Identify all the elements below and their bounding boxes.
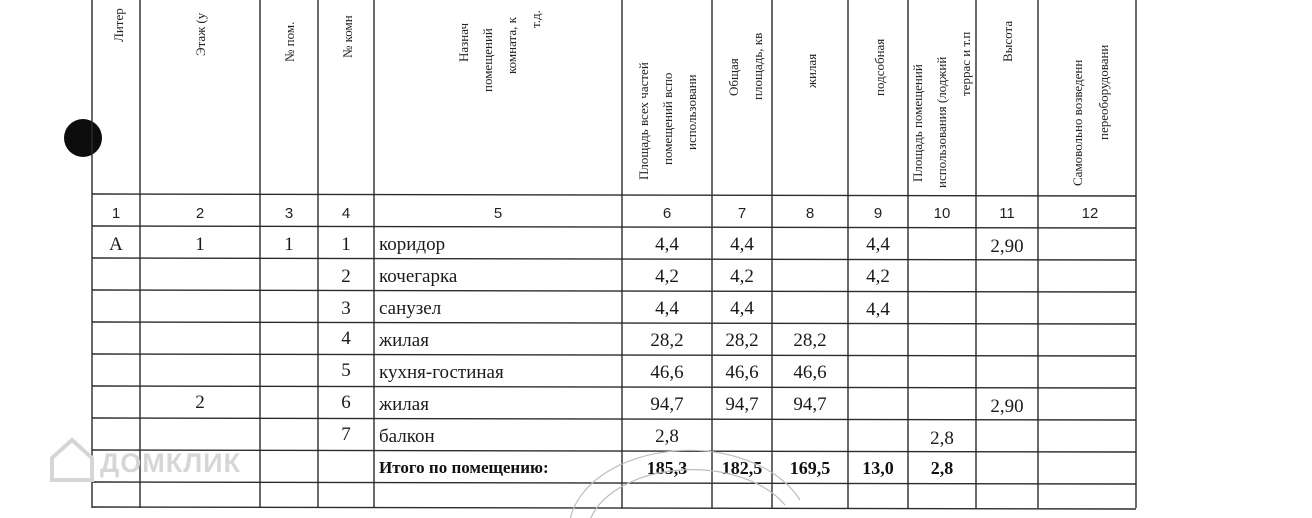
cell-area-all: 28,2	[650, 330, 684, 351]
table-row	[341, 266, 890, 287]
header-area-all-1: Площадь всех частей	[636, 62, 651, 180]
cell-total: 46,6	[725, 362, 759, 383]
table-row	[341, 328, 826, 351]
header-purpose-2: помещений	[480, 28, 495, 92]
total-area-all: 185,3	[646, 458, 688, 478]
header-room: № комн	[340, 15, 355, 58]
cell-living: 28,2	[793, 330, 827, 351]
colnum-6: 6	[662, 205, 672, 222]
cell-room: 4	[341, 328, 351, 349]
header-area-all-3: использовани	[684, 74, 699, 150]
colnum-2: 2	[195, 205, 205, 222]
header-pom: № пом.	[282, 21, 297, 62]
cell-name: коридор	[379, 234, 446, 255]
cell-height: 2,90	[990, 396, 1024, 417]
header-loggia-2: использования (лоджий	[934, 56, 949, 188]
cell-room: 6	[341, 392, 351, 413]
colnum-4: 4	[341, 205, 351, 222]
cell-total: 94,7	[725, 394, 759, 415]
cell-room: 5	[341, 360, 351, 381]
table-row	[109, 234, 1023, 257]
house-logo-icon	[52, 440, 92, 480]
colnum-7: 7	[737, 205, 747, 222]
cell-total: 4,2	[730, 266, 754, 287]
table-row	[341, 298, 890, 320]
header-aux: подсобная	[872, 38, 887, 96]
total-loggia: 2,8	[930, 458, 954, 478]
header-total-area-1: Общая	[726, 58, 741, 96]
watermark-text: ДОМКЛИК	[100, 448, 242, 478]
colnum-12: 12	[1081, 205, 1099, 222]
total-aux: 13,0	[862, 458, 894, 478]
header-area-all-2: помещений вспо	[660, 72, 675, 165]
cell-area-all: 4,4	[655, 234, 679, 255]
cell-name: балкон	[379, 426, 435, 447]
table-grid	[92, 0, 1136, 509]
cell-aux: 4,4	[866, 234, 890, 255]
cell-living: 46,6	[793, 362, 827, 383]
cell-total: 28,2	[725, 330, 759, 351]
header-purpose-3: комната, к	[504, 17, 519, 74]
cell-area-all: 4,4	[655, 298, 679, 319]
cell-room: 2	[341, 266, 351, 287]
cell-height: 2,90	[990, 236, 1024, 257]
punch-hole	[64, 119, 102, 157]
cell-pom: 1	[284, 234, 294, 255]
watermark	[52, 440, 241, 480]
header-purpose-1: Назнач	[456, 22, 471, 62]
cell-name: кочегарка	[379, 266, 458, 287]
colnum-11: 11	[999, 205, 1015, 222]
header-liter: Литер	[111, 8, 126, 42]
cell-name: жилая	[379, 394, 429, 415]
table-row	[195, 392, 1023, 417]
cell-living: 94,7	[793, 394, 827, 415]
header-loggia-1: Площадь помещений	[910, 64, 925, 182]
colnum-3: 3	[284, 205, 294, 222]
cell-area-all: 46,6	[650, 362, 684, 383]
cell-room: 7	[341, 424, 351, 445]
cell-name: санузел	[379, 298, 442, 319]
table-row	[341, 424, 954, 449]
header-height: Высота	[1000, 20, 1015, 62]
colnum-8: 8	[805, 205, 815, 222]
colnum-9: 9	[873, 205, 883, 222]
cell-area-all: 94,7	[650, 394, 684, 415]
header-living: жилая	[804, 53, 819, 88]
header-total-area-2: площадь, кв	[750, 32, 765, 100]
column-headers	[111, 8, 1111, 188]
total-living: 169,5	[789, 458, 831, 478]
cell-loggia: 2,8	[930, 428, 954, 449]
cell-liter: А	[109, 234, 123, 255]
colnum-10: 10	[933, 205, 951, 222]
cell-aux: 4,2	[866, 266, 890, 287]
cell-name: жилая	[379, 330, 429, 351]
cell-room: 3	[341, 298, 351, 319]
table-row	[341, 360, 826, 383]
cell-area-all: 2,8	[655, 426, 679, 447]
cell-aux: 4,4	[866, 299, 890, 320]
cell-total: 4,4	[730, 298, 754, 319]
header-self-built-2: переоборудовани	[1096, 44, 1111, 140]
colnum-1: 1	[111, 205, 121, 222]
cell-total: 4,4	[730, 234, 754, 255]
total-total-area: 182,5	[721, 458, 763, 478]
header-purpose-4: т.д.	[528, 10, 543, 28]
header-floor: Этаж (у	[193, 12, 208, 56]
colnum-5: 5	[493, 205, 503, 222]
total-label: Итого по помещению:	[379, 458, 549, 477]
total-row	[379, 458, 953, 478]
header-loggia-3: террас и т.п	[958, 31, 973, 96]
cell-name: кухня-гостиная	[379, 362, 504, 383]
cell-area-all: 4,2	[655, 266, 679, 287]
cell-floor: 2	[195, 392, 205, 413]
header-self-built-1: Самовольно возведенн	[1070, 59, 1085, 186]
cell-room: 1	[341, 234, 351, 255]
cell-floor: 1	[195, 234, 205, 255]
